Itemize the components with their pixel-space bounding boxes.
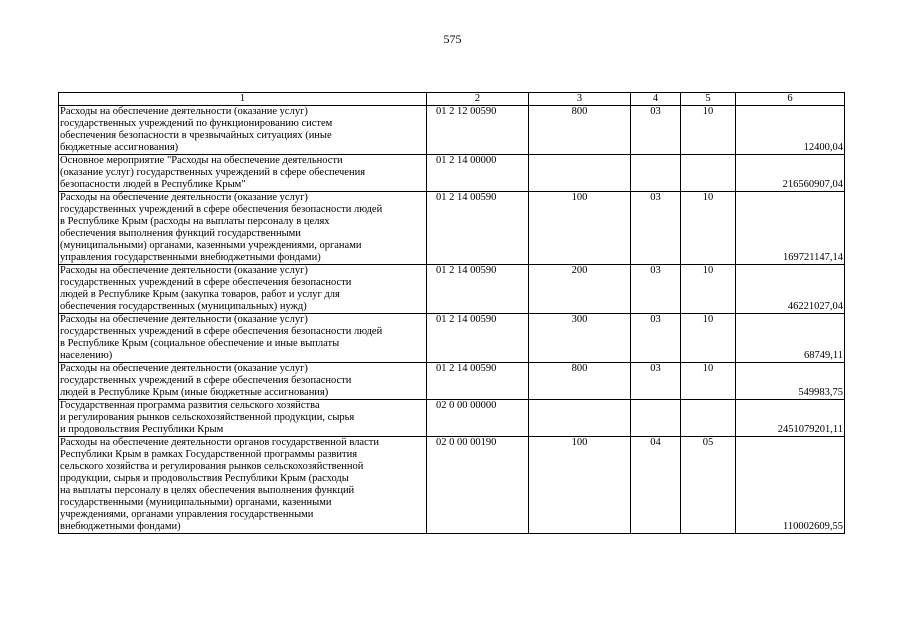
expense-name-cell: Расходы на обеспечение деятельности (оказание услуг) государственных учреждений в сфере обеспечения безопасности людей в Республике Крым (социальное обеспечение и иные выплаты населению) — [59, 314, 427, 363]
header-row — [59, 93, 845, 106]
amount-cell: 110002609,55 — [736, 437, 845, 534]
expense-name-cell: Государственная программа развития сельского хозяйства и регулирования рынков сельскохозяйственной продукции, сырья и продовольствия Республики Крым — [59, 400, 427, 437]
section-cell: 03 — [631, 314, 681, 363]
subsection-cell: 10 — [681, 106, 736, 155]
expense-type-cell: 100 — [529, 437, 631, 534]
page-number: 575 — [443, 32, 462, 46]
section-cell: 03 — [631, 363, 681, 400]
table-row — [59, 106, 845, 155]
amount-cell: 46221027,04 — [736, 265, 845, 314]
table-row — [59, 437, 845, 534]
section-cell: 03 — [631, 192, 681, 265]
expense-type-cell: 200 — [529, 265, 631, 314]
table-row — [59, 155, 845, 192]
subsection-cell: 10 — [681, 314, 736, 363]
expense-name-cell: Расходы на обеспечение деятельности органов государственной власти Республики Крым в рамках Государственной программы развития сельского хозяйства и регулирования рынков сельскохозяйственной продукции, сырья и продовольствия Республики Крым (расходы на выплаты персоналу в целях обеспечения выполнения функций государственными (муниципальными) органами, казенными учреждениями, органами управления государственными внебюджетными фондами) — [59, 437, 427, 534]
subsection-cell: 10 — [681, 363, 736, 400]
expense-type-cell — [529, 400, 631, 437]
amount-cell: 12400,04 — [736, 106, 845, 155]
subsection-cell — [681, 400, 736, 437]
target-code-cell: 01 2 14 00000 — [427, 155, 529, 192]
expense-type-cell: 100 — [529, 192, 631, 265]
amount-cell: 2451079201,11 — [736, 400, 845, 437]
target-code-cell: 01 2 14 00590 — [427, 314, 529, 363]
subsection-cell: 05 — [681, 437, 736, 534]
amount-cell: 216560907,04 — [736, 155, 845, 192]
budget-table — [58, 92, 845, 534]
expense-type-cell: 300 — [529, 314, 631, 363]
section-cell: 03 — [631, 265, 681, 314]
amount-cell: 68749,11 — [736, 314, 845, 363]
table-row — [59, 400, 845, 437]
subsection-cell: 10 — [681, 265, 736, 314]
column-header: 4 — [631, 93, 681, 106]
expense-name-cell: Расходы на обеспечение деятельности (оказание услуг) государственных учреждений в сфере обеспечения безопасности людей в Республике Крым (закупка товаров, работ и услуг для обеспечения государственных (муниципальных) нужд) — [59, 265, 427, 314]
subsection-cell: 10 — [681, 192, 736, 265]
table-row — [59, 314, 845, 363]
expense-name-cell: Расходы на обеспечение деятельности (оказание услуг) государственных учреждений в сфере обеспечения безопасности людей в Республике Крым (расходы на выплаты персоналу в целях обеспечения выполнения функций государственными (муниципальными) органами, казенными учреждениями, органами управления государственными внебюджетными фондами) — [59, 192, 427, 265]
expense-type-cell — [529, 155, 631, 192]
section-cell: 04 — [631, 437, 681, 534]
table-row — [59, 363, 845, 400]
expense-type-cell: 800 — [529, 363, 631, 400]
section-cell: 03 — [631, 106, 681, 155]
section-cell — [631, 400, 681, 437]
amount-cell: 169721147,14 — [736, 192, 845, 265]
subsection-cell — [681, 155, 736, 192]
expense-name-cell: Основное мероприятие "Расходы на обеспечение деятельности (оказание услуг) государственных учреждений в сфере обеспечения безопасности людей в Республике Крым" — [59, 155, 427, 192]
target-code-cell: 01 2 14 00590 — [427, 363, 529, 400]
table-row — [59, 265, 845, 314]
expense-name-cell: Расходы на обеспечение деятельности (оказание услуг) государственных учреждений в сфере обеспечения безопасности людей в Республике Крым (иные бюджетные ассигнования) — [59, 363, 427, 400]
target-code-cell: 01 2 14 00590 — [427, 265, 529, 314]
column-header: 5 — [681, 93, 736, 106]
column-header: 2 — [427, 93, 529, 106]
column-header: 6 — [736, 93, 845, 106]
expense-name-cell: Расходы на обеспечение деятельности (оказание услуг) государственных учреждений по функционированию систем обеспечения безопасности в чрезвычайных ситуациях (иные бюджетные ассигнования) — [59, 106, 427, 155]
target-code-cell: 02 0 00 00000 — [427, 400, 529, 437]
column-header: 3 — [529, 93, 631, 106]
table-row — [59, 192, 845, 265]
target-code-cell: 02 0 00 00190 — [427, 437, 529, 534]
section-cell — [631, 155, 681, 192]
amount-cell: 549983,75 — [736, 363, 845, 400]
target-code-cell: 01 2 14 00590 — [427, 192, 529, 265]
column-header: 1 — [59, 93, 427, 106]
expense-type-cell: 800 — [529, 106, 631, 155]
target-code-cell: 01 2 12 00590 — [427, 106, 529, 155]
